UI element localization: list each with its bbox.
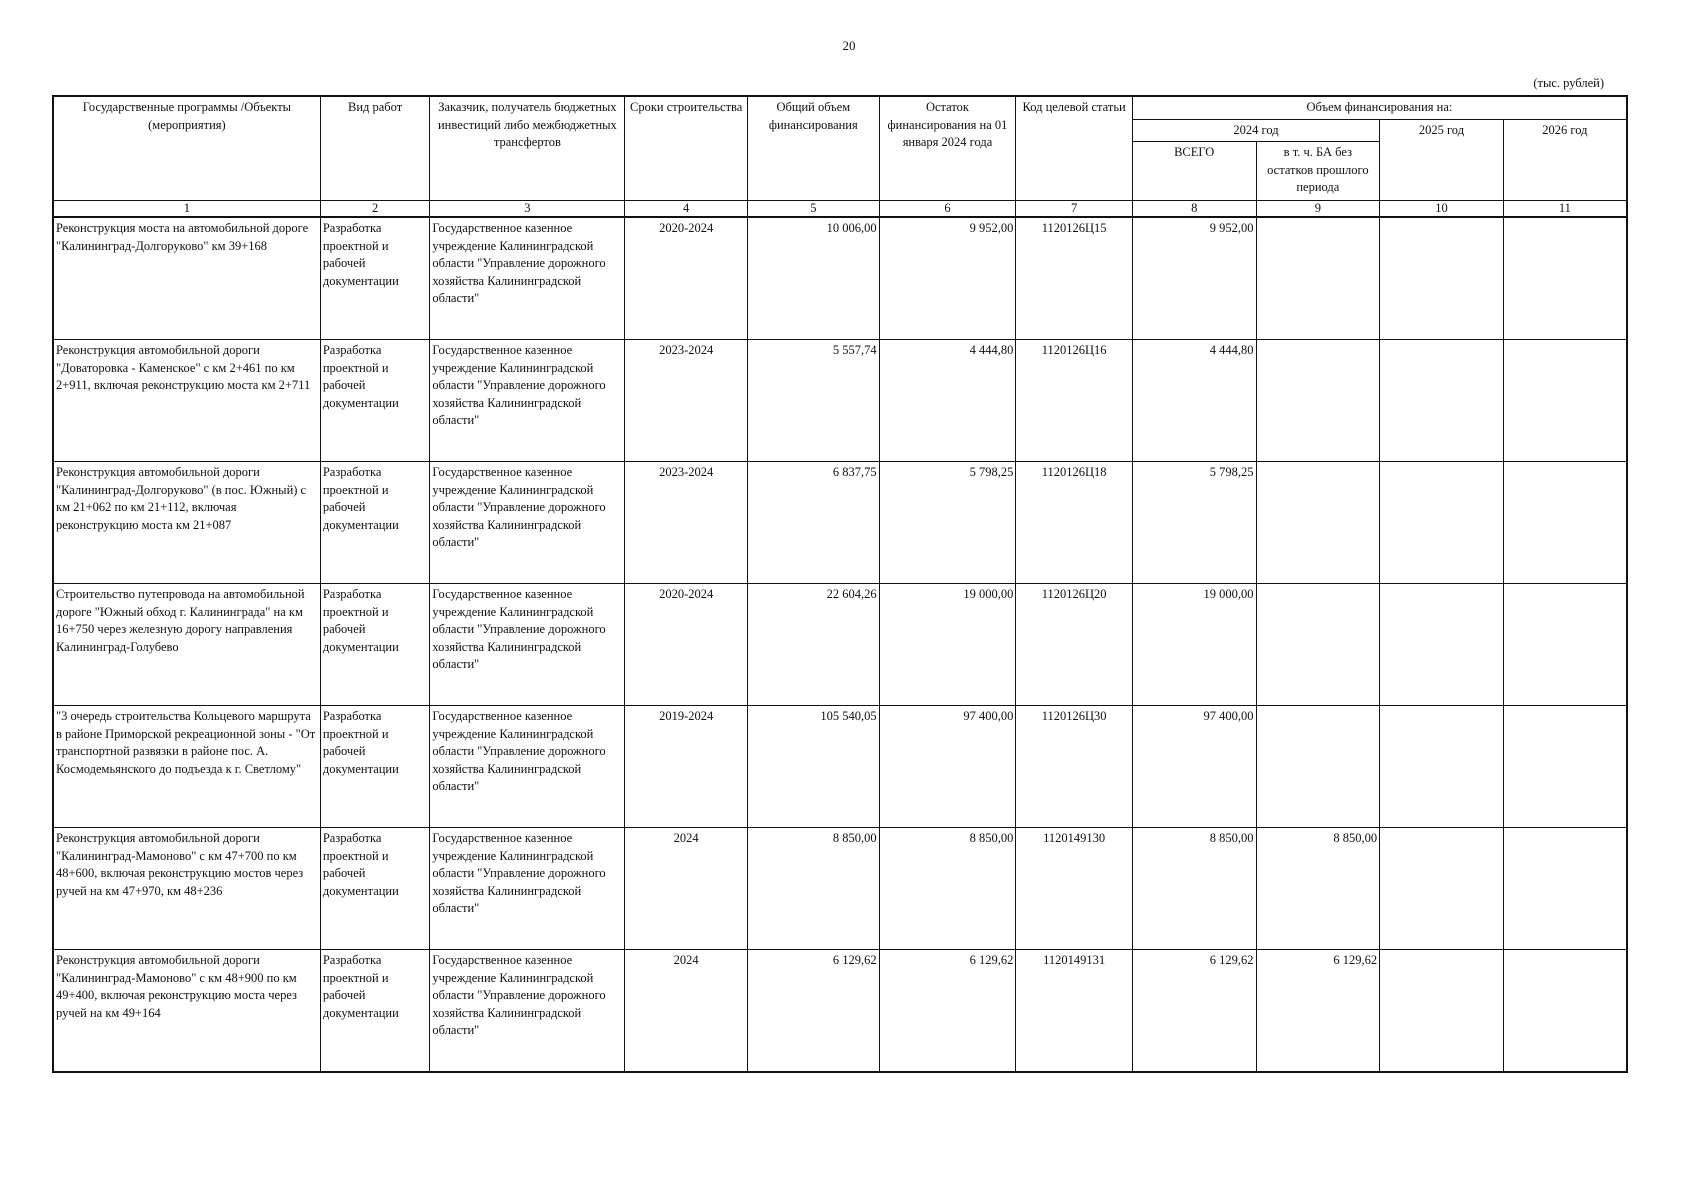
financing-2025 (1380, 950, 1504, 1073)
object-name: Строительство путепровода на автомобильной дороге "Южный обход г. Калининграда" на км 16+750 через железную дорогу направления Калининград-Голубево (53, 584, 320, 706)
financing-2024-total: 9 952,00 (1132, 217, 1256, 340)
object-name: "3 очередь строительства Кольцевого маршрута в районе Приморской рекреационной зоны - "От транспортной развязки в районе пос. А. Космодемьянского до подъезда к г. Светлому" (53, 706, 320, 828)
total-financing: 6 837,75 (747, 462, 879, 584)
financing-2024-ba (1256, 462, 1380, 584)
remaining-financing: 8 850,00 (879, 828, 1016, 950)
column-number: 7 (1016, 201, 1133, 218)
customer: Государственное казенное учреждение Калининградской области "Управление дорожного хозяйства Калининградской области" (430, 217, 625, 340)
total-financing: 5 557,74 (747, 340, 879, 462)
remaining-financing: 4 444,80 (879, 340, 1016, 462)
column-number: 5 (747, 201, 879, 218)
remaining-financing: 97 400,00 (879, 706, 1016, 828)
target-code: 1120126Ц18 (1016, 462, 1133, 584)
target-code: 1120149130 (1016, 828, 1133, 950)
object-name: Реконструкция автомобильной дороги "Калининград-Мамоново" с км 48+900 по км 49+400, включая реконструкцию моста через ручей на км 49+164 (53, 950, 320, 1073)
work-type: Разработка проектной и рабочей документации (320, 462, 430, 584)
column-number: 11 (1503, 201, 1627, 218)
header-construction-term: Сроки строительства (625, 96, 748, 201)
target-code: 1120126Ц15 (1016, 217, 1133, 340)
construction-term: 2019-2024 (625, 706, 748, 828)
remaining-financing: 6 129,62 (879, 950, 1016, 1073)
financing-2025 (1380, 462, 1504, 584)
construction-term: 2023-2024 (625, 462, 748, 584)
column-number: 8 (1132, 201, 1256, 218)
target-code: 1120126Ц20 (1016, 584, 1133, 706)
financing-2026 (1503, 340, 1627, 462)
financing-2026 (1503, 584, 1627, 706)
work-type: Разработка проектной и рабочей документации (320, 340, 430, 462)
financing-2024-ba (1256, 340, 1380, 462)
work-type: Разработка проектной и рабочей документации (320, 828, 430, 950)
header-target-code: Код целевой статьи (1016, 96, 1133, 201)
column-number: 2 (320, 201, 430, 218)
construction-term: 2020-2024 (625, 217, 748, 340)
customer: Государственное казенное учреждение Калининградской области "Управление дорожного хозяйства Калининградской области" (430, 706, 625, 828)
object-name: Реконструкция автомобильной дороги "Калининград-Долгоруково" (в пос. Южный) с км 21+062 по км 21+112, включая реконструкцию моста км 21+087 (53, 462, 320, 584)
financing-2026 (1503, 828, 1627, 950)
customer: Государственное казенное учреждение Калининградской области "Управление дорожного хозяйства Калининградской области" (430, 340, 625, 462)
work-type: Разработка проектной и рабочей документации (320, 217, 430, 340)
financing-2026 (1503, 217, 1627, 340)
object-name: Реконструкция автомобильной дороги "Калининград-Мамоново" с км 47+700 по км 48+600, включая реконструкцию мостов через ручей на км 47+970, км 48+236 (53, 828, 320, 950)
target-code: 1120126Ц16 (1016, 340, 1133, 462)
object-name: Реконструкция моста на автомобильной дороге "Калининград-Долгоруково" км 39+168 (53, 217, 320, 340)
header-ba-without-remainders: в т. ч. БА без остатков прошлого периода (1256, 142, 1380, 201)
financing-2026 (1503, 706, 1627, 828)
remaining-financing: 19 000,00 (879, 584, 1016, 706)
financing-2025 (1380, 217, 1504, 340)
remaining-financing: 5 798,25 (879, 462, 1016, 584)
table-row (53, 462, 1627, 584)
financing-2024-ba (1256, 584, 1380, 706)
header-programs: Государственные программы /Объекты (мероприятия) (53, 96, 320, 201)
object-name: Реконструкция автомобильной дороги "Доваторовка - Каменское" с км 2+461 по км 2+911, включая реконструкцию моста км 2+711 (53, 340, 320, 462)
financing-2026 (1503, 950, 1627, 1073)
header-work-type: Вид работ (320, 96, 430, 201)
table-row (53, 340, 1627, 462)
customer: Государственное казенное учреждение Калининградской области "Управление дорожного хозяйства Калининградской области" (430, 462, 625, 584)
customer: Государственное казенное учреждение Калининградской области "Управление дорожного хозяйства Калининградской области" (430, 584, 625, 706)
construction-term: 2024 (625, 828, 748, 950)
column-number: 6 (879, 201, 1016, 218)
total-financing: 22 604,26 (747, 584, 879, 706)
column-number: 10 (1380, 201, 1504, 218)
column-number: 4 (625, 201, 748, 218)
header-total-2024: ВСЕГО (1132, 142, 1256, 201)
total-financing: 6 129,62 (747, 950, 879, 1073)
financing-2024-total: 6 129,62 (1132, 950, 1256, 1073)
financing-2024-total: 8 850,00 (1132, 828, 1256, 950)
column-number: 3 (430, 201, 625, 218)
column-number: 1 (53, 201, 320, 218)
customer: Государственное казенное учреждение Калининградской области "Управление дорожного хозяйства Калининградской области" (430, 950, 625, 1073)
financing-2025 (1380, 828, 1504, 950)
financing-table (52, 95, 1628, 1073)
total-financing: 105 540,05 (747, 706, 879, 828)
total-financing: 10 006,00 (747, 217, 879, 340)
header-financing-volume: Объем финансирования на: (1132, 96, 1627, 119)
table-row (53, 950, 1627, 1073)
financing-2025 (1380, 340, 1504, 462)
header-customer: Заказчик, получатель бюджетных инвестиций либо межбюджетных трансфертов (430, 96, 625, 201)
remaining-financing: 9 952,00 (879, 217, 1016, 340)
financing-2024-ba (1256, 706, 1380, 828)
financing-2024-total: 4 444,80 (1132, 340, 1256, 462)
header-year-2024: 2024 год (1132, 119, 1379, 142)
table-row (53, 584, 1627, 706)
target-code: 1120126Ц30 (1016, 706, 1133, 828)
construction-term: 2020-2024 (625, 584, 748, 706)
financing-2024-ba: 6 129,62 (1256, 950, 1380, 1073)
financing-2025 (1380, 706, 1504, 828)
table-row (53, 828, 1627, 950)
financing-2024-ba (1256, 217, 1380, 340)
construction-term: 2023-2024 (625, 340, 748, 462)
header-year-2025: 2025 год (1380, 119, 1504, 201)
work-type: Разработка проектной и рабочей документации (320, 706, 430, 828)
column-number-row (53, 201, 1627, 218)
target-code: 1120149131 (1016, 950, 1133, 1073)
financing-2024-total: 19 000,00 (1132, 584, 1256, 706)
financing-2025 (1380, 584, 1504, 706)
financing-2024-total: 5 798,25 (1132, 462, 1256, 584)
units-note: (тыс. рублей) (1533, 76, 1604, 90)
total-financing: 8 850,00 (747, 828, 879, 950)
table-row (53, 217, 1627, 340)
header-year-2026: 2026 год (1503, 119, 1627, 201)
work-type: Разработка проектной и рабочей документации (320, 584, 430, 706)
financing-2026 (1503, 462, 1627, 584)
construction-term: 2024 (625, 950, 748, 1073)
header-total-financing: Общий объем финансирования (747, 96, 879, 201)
column-number: 9 (1256, 201, 1380, 218)
financing-2024-total: 97 400,00 (1132, 706, 1256, 828)
financing-2024-ba: 8 850,00 (1256, 828, 1380, 950)
page-number: 20 (842, 38, 856, 53)
table-row (53, 706, 1627, 828)
header-remaining-financing: Остаток финансирования на 01 января 2024 года (879, 96, 1016, 201)
work-type: Разработка проектной и рабочей документации (320, 950, 430, 1073)
customer: Государственное казенное учреждение Калининградской области "Управление дорожного хозяйства Калининградской области" (430, 828, 625, 950)
